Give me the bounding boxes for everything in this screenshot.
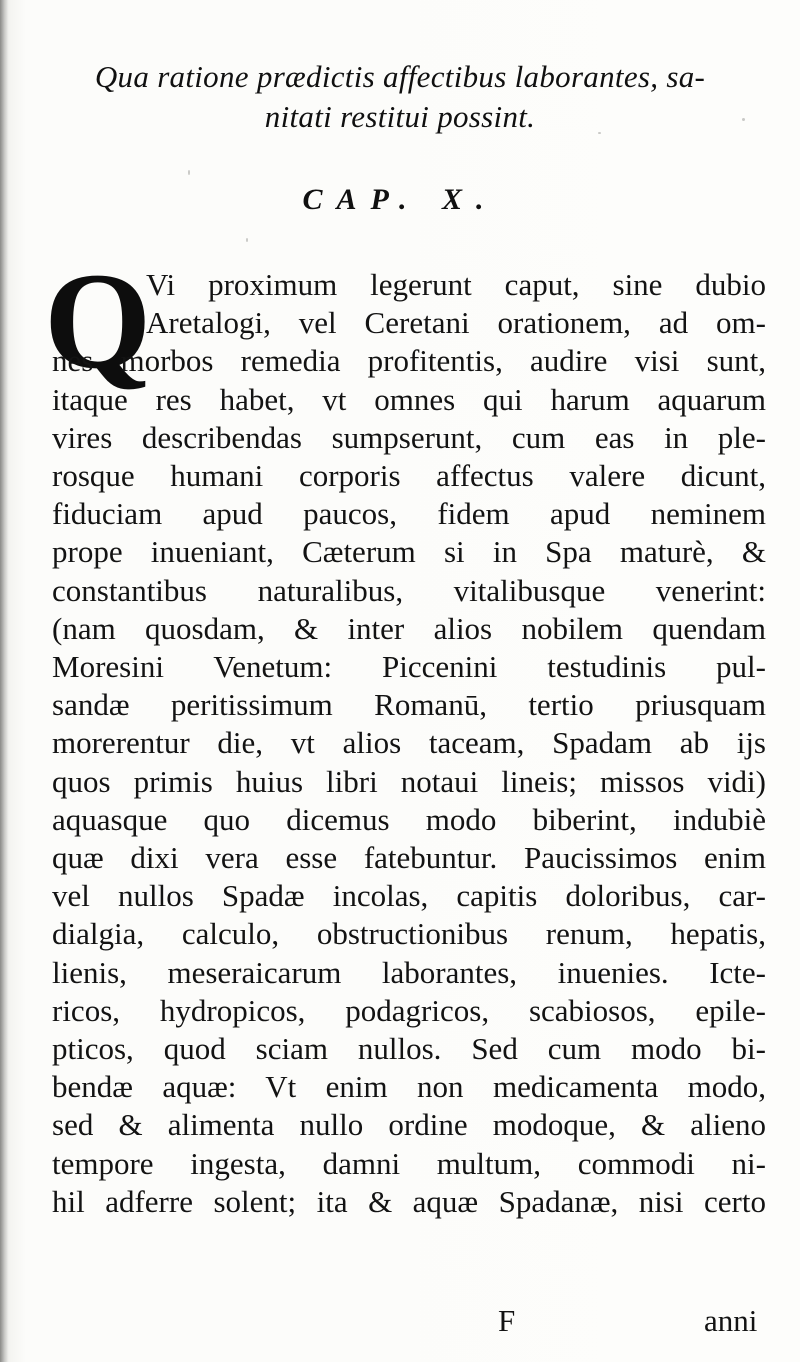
- heading-line-2: nitati restitui possint.: [264, 99, 536, 134]
- text-line: sandæ peritissimum Romanū, tertio priusquam: [52, 687, 766, 723]
- text-line: nes morbos remedia profitentis, audire visi sunt,: [52, 343, 766, 379]
- paper-speck: [188, 170, 190, 175]
- text-line: hil adferre solent; ita & aquæ Spadanæ, nisi certo: [52, 1183, 766, 1219]
- text-line: dialgia, calculo, obstructionibus renum, hepatis,: [52, 916, 766, 952]
- chapter-label: CAP. X.: [302, 183, 498, 216]
- text-line: aquasque quo dicemus modo biberint, indubiè: [52, 801, 766, 837]
- drop-cap: Q: [44, 244, 152, 397]
- text-line: (nam quosdam, & inter alios nobilem quendam: [52, 610, 766, 646]
- paper-speck: [598, 132, 601, 134]
- text-line: itaque res habet, vt omnes qui harum aquarum: [52, 381, 766, 417]
- text-line: rosque humani corporis affectus valere dicunt,: [52, 458, 766, 493]
- paper-speck: [246, 238, 248, 242]
- text-line: ricos, hydropicos, podagricos, scabiosos, epile-: [52, 992, 766, 1028]
- text-line: prope inueniant, Cæterum si in Spa maturè, &: [52, 534, 766, 570]
- text-line: vel nullos Spadæ incolas, capitis doloribus, car-: [52, 878, 766, 914]
- section-heading: [60, 57, 740, 137]
- text-line: vires describendas sumpserunt, cum eas in ple-: [52, 419, 766, 455]
- text-line: lienis, meseraicarum laborantes, inuenies. Icte-: [52, 954, 766, 990]
- text-line: tempore ingesta, damni multum, commodi ni-: [52, 1145, 766, 1181]
- text-line: Vi proximum legerunt caput, sine dubio: [146, 267, 766, 302]
- paper-speck: [742, 118, 745, 121]
- page-footer: [0, 1302, 800, 1342]
- text-line: bendæ aquæ: Vt enim non medicamenta modo,: [52, 1069, 766, 1105]
- text-line: Aretalogi, vel Ceretani orationem, ad om-: [146, 305, 766, 341]
- signature-mark: F: [498, 1303, 516, 1338]
- text-line: constantibus naturalibus, vitalibusque venerint:: [52, 572, 766, 608]
- text-line: quos primis huius libri notaui lineis; missos vidi): [52, 763, 766, 799]
- heading-line-1: Qua ratione prædictis affectibus laborantes, sa-: [94, 59, 706, 94]
- text-line: morerentur die, vt alios taceam, Spadam ab ijs: [52, 725, 766, 761]
- text-line: Moresini Venetum: Piccenini testudinis pul-: [52, 649, 766, 684]
- text-line: sed & alimenta nullo ordine modoque, & alieno: [52, 1107, 766, 1143]
- text-line: pticos, quod sciam nullos. Sed cum modo bi-: [52, 1031, 766, 1066]
- catchword: anni: [704, 1303, 758, 1338]
- text-line: fiduciam apud paucos, fidem apud neminem: [52, 496, 766, 532]
- text-line: quæ dixi vera esse fatebuntur. Paucissimos enim: [52, 840, 766, 875]
